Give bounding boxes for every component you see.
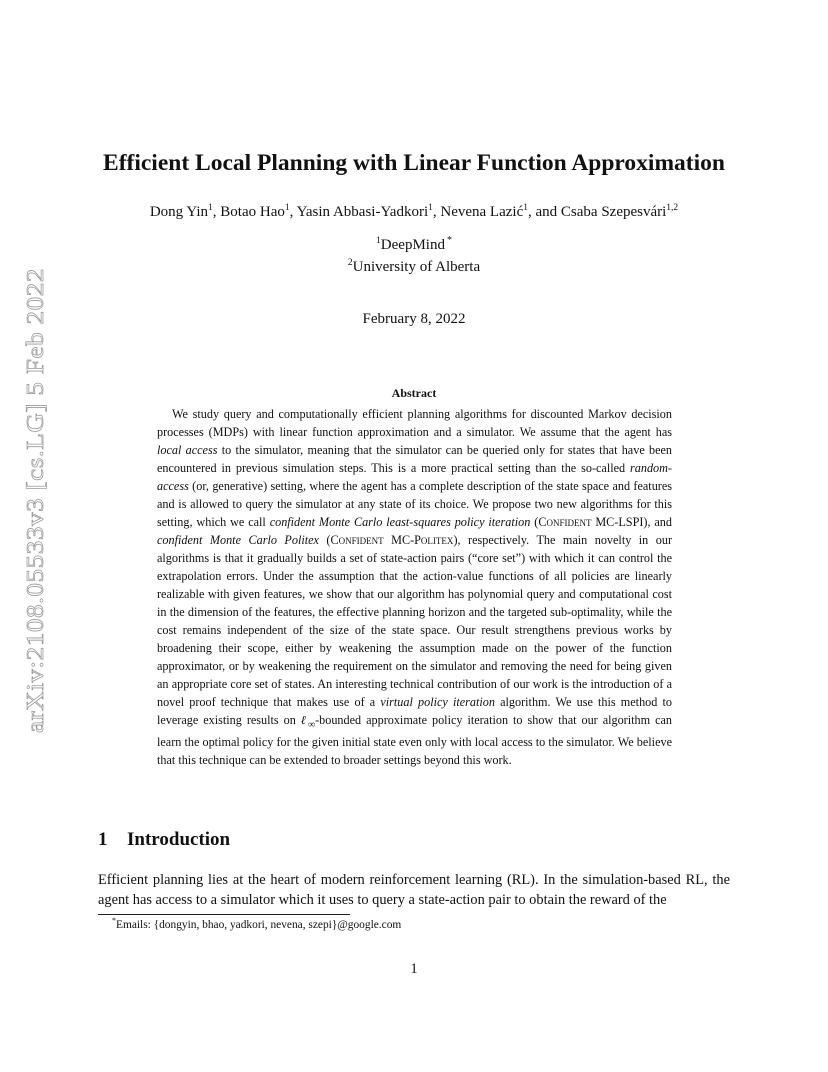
author-name: Dong Yin [149, 204, 209, 220]
page-number: 1 [410, 961, 418, 977]
affiliation-alberta [0, 259, 828, 276]
author-name: Csaba Szepesvári [560, 204, 667, 220]
abstract-emphasis: local access [157, 442, 218, 457]
affiliation-name: University of Alberta [352, 259, 481, 275]
abstract-text: MC-LSPI), and [591, 514, 672, 529]
author-separator: , and [527, 204, 561, 220]
algorithm-name: Confident [538, 514, 592, 529]
abstract-text: to the simulator, meaning that the simulator can be queried only for states that have been encountered in previous simulation steps. This is a more practical setting than the so-called [157, 442, 672, 475]
author-separator: , [432, 204, 441, 220]
author-list [0, 204, 828, 221]
abstract-emphasis: random-access [157, 460, 672, 493]
author-separator: , [212, 204, 221, 220]
abstract-text: ( [318, 532, 331, 547]
affiliation-mark: 1 [376, 236, 381, 246]
paper-title: Efficient Local Planning with Linear Function Approximation [103, 150, 725, 176]
abstract-text: We study query and computationally efficient planning algorithms for discounted Markov decision processes (MDPs) with linear function approximation and a simulator. We assume that the agent has [157, 407, 672, 439]
affiliation-name: DeepMind [380, 237, 445, 253]
affiliation-deepmind [0, 237, 828, 254]
abstract-body [157, 406, 672, 770]
author-separator: , [289, 204, 297, 220]
footnote-marker: * [446, 235, 452, 246]
author-affiliation-mark: 1 [208, 203, 213, 213]
abstract-text: ( [530, 514, 539, 529]
footnote-text: Emails: {dongyin, bhao, yadkori, nevena, szepi}@google.com [116, 919, 402, 931]
author-affiliation-mark: 1,2 [666, 203, 679, 213]
section-title: Introduction [127, 829, 231, 850]
author-name: Yasin Abbasi-Yadkori [296, 204, 429, 220]
author-affiliation-mark: 1 [284, 203, 290, 213]
math-ell: ℓ [300, 712, 308, 727]
abstract-text: MC- [383, 532, 415, 547]
abstract-text: algorithm. We use this method to leverage existing results on [157, 694, 672, 727]
abstract-emphasis: confident Monte Carlo Politex [157, 532, 319, 547]
author-affiliation-mark: 1 [428, 203, 433, 213]
arxiv-identifier-stamp [12, 266, 52, 736]
math-infinity-subscript: ∞ [307, 719, 316, 731]
author-affiliation-mark: 1 [523, 203, 528, 213]
introduction-paragraph: Efficient planning lies at the heart of modern reinforcement learning (RL). In the simulation-based RL, the agent has access to a simulator which it uses to query a state-action pair to obtain the reward of the [98, 872, 730, 908]
section-number: 1 [98, 829, 108, 850]
abstract-emphasis: confident Monte Carlo least-squares policy iteration [269, 514, 531, 529]
abstract-emphasis: virtual policy iteration [380, 694, 495, 709]
paper-date: February 8, 2022 [362, 311, 466, 327]
abstract-heading: Abstract [391, 386, 437, 400]
author-name: Botao Hao [220, 204, 285, 220]
abstract-text: (or, generative) setting, where the agent has a complete description of the state space and features and is allowed to query the simulator at any state of its choice. We propose two new algorithms for this setting, which we call [157, 478, 672, 529]
abstract-text: -bounded approximate policy iteration to show that our algorithm can learn the optimal policy for the given initial state even only with local access to the simulator. We believe that this technique can be extended to broader settings beyond this work. [157, 712, 672, 768]
affiliation-mark: 2 [347, 258, 353, 268]
algorithm-name: Confident [330, 532, 384, 547]
section-heading-introduction [98, 829, 230, 851]
arxiv-stamp-text: arXiv:2108.05533v3 [cs.LG] 5 Feb 2022 [23, 321, 49, 733]
footnote [112, 916, 402, 931]
footnote-mark: * [112, 916, 116, 925]
abstract-text: ), respectively. The main novelty in our algorithms is that it gradually builds a set of state-action pairs (“core set”) with which it can control the extrapolation errors. Under the assumption that the action-value functions of all policies are linearly realizable with given features, we show that our algorithm has polynomial query and computational cost in the dimension of the features, the effective planning horizon and the targeted sub-optimality, while the cost remains independent of the size of the state space. Our result strengthens previous works by broadening their scope, either by weakening the assumption made on the power of the function approximator, or by weakening the requirement on the simulator and removing the need for being given an appropriate core set of states. An interesting technical contribution of our work is the introduction of a novel proof technique that makes use of a [157, 532, 673, 709]
footnote-divider [98, 914, 350, 915]
algorithm-name: Politex [414, 532, 454, 547]
author-name: Nevena Lazić [440, 204, 524, 220]
